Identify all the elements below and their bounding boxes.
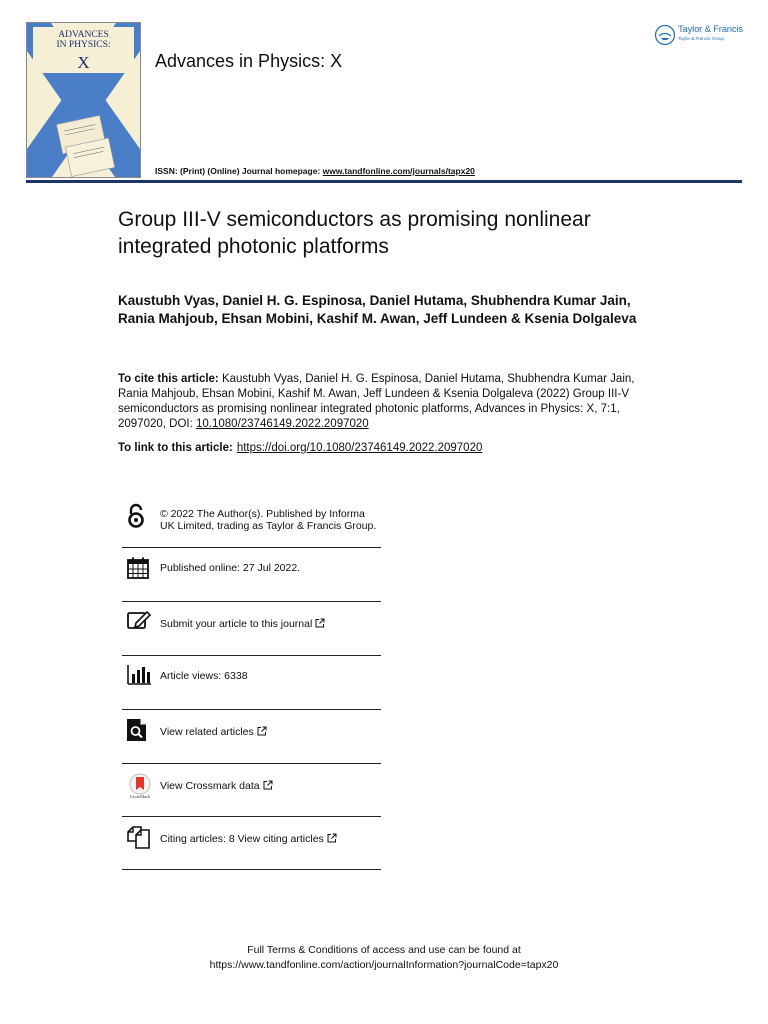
article-authors: Kaustubh Vyas, Daniel H. G. Espinosa, Daniel Hutama, Shubhendra Kumar Jain, Rania Mahjoub, Ehsan Mobini, Kashif M. Awan, Jeff Lundeen & Ksenia Dolgaleva xyxy=(118,293,637,326)
header-rule xyxy=(26,180,742,183)
submit-row[interactable] xyxy=(122,602,381,656)
article-title: Group III-V semiconductors as promising nonlinear integrated photonic platforms xyxy=(118,208,591,258)
related-row[interactable] xyxy=(122,710,381,764)
journal-name: Advances in Physics: X xyxy=(155,51,343,71)
crossmark-link[interactable] xyxy=(160,780,273,792)
citation-block xyxy=(118,372,663,432)
journal-homepage-link[interactable]: www.tandfonline.com/journals/tapx20 xyxy=(322,166,475,176)
crossmark-icon xyxy=(126,773,154,803)
footer-line-1: Full Terms & Conditions of access and use can be found at xyxy=(247,944,521,956)
external-link-icon xyxy=(315,618,325,628)
external-link-icon xyxy=(263,780,273,790)
open-access-row xyxy=(122,500,381,548)
cover-title: ADVANCES IN PHYSICS: xyxy=(56,30,111,50)
crossmark-badge-label: CrossMark xyxy=(130,794,150,799)
crossmark-row[interactable] xyxy=(122,764,381,817)
citing-link[interactable] xyxy=(160,833,337,845)
publisher-logo-name: Taylor & Francis xyxy=(678,24,743,35)
published-row xyxy=(122,548,381,602)
external-link-icon xyxy=(257,726,267,736)
submit-text: Submit your article to this journal xyxy=(160,618,313,630)
calendar-icon xyxy=(126,556,150,580)
publisher-logo-sub: Taylor & Francis Group xyxy=(678,36,725,41)
related-articles-icon xyxy=(126,718,148,742)
published-text: Published online: 27 Jul 2022. xyxy=(160,562,301,574)
external-link-icon xyxy=(327,833,337,843)
link-label: To link to this article: xyxy=(118,442,233,454)
footer-terms-link[interactable]: https://www.tandfonline.com/action/journalInformation?journalCode=tapx20 xyxy=(209,959,559,971)
crossmark-text: View Crossmark data xyxy=(160,780,260,792)
views-text: Article views: 6338 xyxy=(160,670,248,682)
terms-footer xyxy=(0,943,768,973)
publisher-logo-icon xyxy=(654,24,676,46)
cover-title-letter: X xyxy=(77,53,90,72)
article-link-line xyxy=(118,441,663,456)
edit-icon xyxy=(126,609,152,631)
cite-text: Kaustubh Vyas, Daniel H. G. Espinosa, Daniel Hutama, Shubhendra Kumar Jain, Rania Mahjoub, Ehsan Mobini, Kashif M. Awan, Jeff Lundeen & Ksenia Dolgaleva (2022) Group III-V semiconductors as promising nonlinear integrated photonic platforms, Advances in Physics: X, 7:1, 2097020, DOI: xyxy=(118,373,635,430)
submit-link[interactable] xyxy=(160,618,325,630)
article-doi-link[interactable]: https://doi.org/10.1080/23746149.2022.2097020 xyxy=(236,442,483,454)
related-link[interactable] xyxy=(160,726,267,738)
issn-label: ISSN: (Print) (Online) Journal homepage: xyxy=(155,166,323,176)
related-text: View related articles xyxy=(160,726,254,738)
cite-doi-link[interactable]: 10.1080/23746149.2022.2097020 xyxy=(196,418,369,430)
citing-text: Citing articles: 8 View citing articles xyxy=(160,833,324,845)
issn-line xyxy=(155,166,475,176)
citing-row[interactable] xyxy=(122,817,381,870)
citing-articles-icon xyxy=(126,826,152,850)
cite-label: To cite this article: xyxy=(118,373,219,385)
open-access-text: © 2022 The Author(s). Published by Informa UK Limited, trading as Taylor & Francis Group. xyxy=(160,508,377,532)
bar-chart-icon xyxy=(126,664,152,686)
views-row xyxy=(122,656,381,710)
journal-cover-thumbnail xyxy=(26,22,141,178)
publisher-logo[interactable] xyxy=(654,22,746,48)
open-access-icon xyxy=(126,502,146,530)
article-info-panel xyxy=(122,500,381,870)
